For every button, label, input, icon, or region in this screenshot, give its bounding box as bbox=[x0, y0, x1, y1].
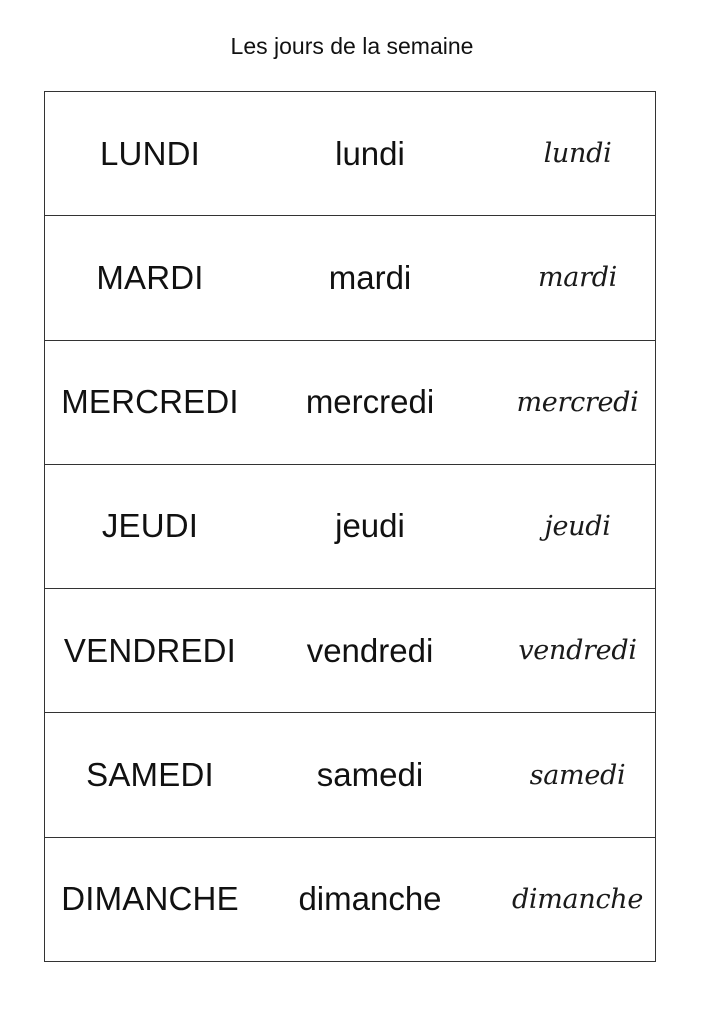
day-cursive: vendredi bbox=[518, 635, 637, 667]
day-cursive: lundi bbox=[543, 138, 612, 170]
day-cursive: samedi bbox=[529, 759, 626, 791]
day-cursive: jeudi bbox=[544, 510, 611, 542]
day-cursive: mardi bbox=[537, 262, 618, 294]
day-row-samedi bbox=[45, 713, 655, 837]
day-lowercase: mardi bbox=[328, 258, 412, 296]
day-lowercase: jeudi bbox=[335, 507, 405, 545]
day-uppercase: MARDI bbox=[96, 258, 204, 296]
day-lowercase: samedi bbox=[316, 756, 424, 794]
day-row-mardi bbox=[45, 216, 655, 340]
day-lowercase: vendredi bbox=[306, 631, 434, 669]
day-row-vendredi bbox=[45, 589, 655, 713]
day-row-lundi bbox=[45, 92, 655, 216]
day-row-dimanche bbox=[45, 838, 655, 961]
day-row-jeudi bbox=[45, 465, 655, 589]
day-lowercase: mercredi bbox=[305, 383, 435, 421]
day-cursive: dimanche bbox=[511, 883, 644, 915]
day-uppercase: VENDREDI bbox=[63, 631, 237, 669]
day-uppercase: DIMANCHE bbox=[61, 880, 239, 918]
day-cursive: mercredi bbox=[516, 386, 639, 418]
day-uppercase: JEUDI bbox=[101, 507, 199, 545]
day-uppercase: MERCREDI bbox=[61, 383, 239, 421]
page-title: Les jours de la semaine bbox=[230, 33, 474, 59]
day-uppercase: SAMEDI bbox=[86, 756, 214, 794]
day-lowercase: dimanche bbox=[298, 880, 442, 918]
day-lowercase: lundi bbox=[335, 134, 405, 172]
day-uppercase: LUNDI bbox=[99, 134, 201, 172]
days-table bbox=[44, 91, 656, 962]
day-row-mercredi bbox=[45, 341, 655, 465]
